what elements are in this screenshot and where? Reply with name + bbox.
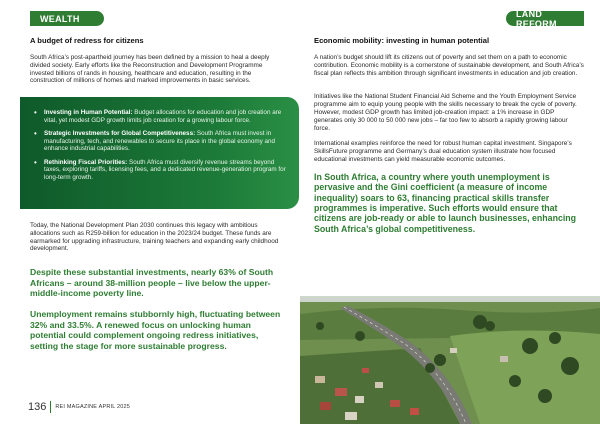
magazine-name: REI MAGAZINE APRIL 2025 [55,404,131,410]
key-point-title: Investing in Human Potential: [44,109,133,116]
key-point-text: Budget allocations for education and job creation are vital, yet modest GDP growth limits job creation for a growing labour force. [44,109,282,124]
left-heading: A budget of redress for citizens [30,36,144,45]
left-lower-content [30,222,282,361]
unemployment-pull-quote: Unemployment remains stubbornly high, fluctuating between 32% and 33.5%. A renewed focus on unlocking human potential could complement ongoing redress initiatives, setting the stage for more sustainable progress. [30,308,281,351]
section-tag-wealth: WEALTH [30,11,104,26]
left-column [30,30,282,93]
key-point-text: South Africa must diversify revenue streams beyond taxes, exploring tariffs, licensing fees, and a dedicated revenue-generation program for long-term growth. [44,158,286,181]
section-tag-land-reform: LAND REFORM [506,11,584,26]
right-column [314,30,584,234]
poverty-pull-quote: Despite these substantial investments, nearly 63% of South Africans – around 38-million people – live below the upper-middle-income poverty line. [30,267,274,299]
key-point [34,130,287,153]
key-point-title: Rethinking Fiscal Priorities: [44,158,128,166]
page-number: 136 [28,401,47,413]
left-intro: South Africa’s post-apartheid journey has been defined by a mission to heal a deeply divided society. Early efforts like the Reconstruction and Development Programme invested billions of rands in housing, healthcare and education, resulting in the construction of millions of homes and marked improvements in basic services. [30,54,270,85]
key-point-title: Strategic Investments for Global Competitiveness: [44,130,196,137]
key-point [34,159,287,182]
key-point [34,109,287,124]
landscape-image-icon [300,296,600,424]
right-paragraph-2: Initiatives like the National Student Financial Aid Scheme and the Youth Employment Service programme aim to equip young people with the skills necessary to break the cycle of poverty. However, modest GDP growth has limited job-creation impact: a 1% increase in GDP generates only 30 000 to 50 000 new jobs – far too few to absorb a rapidly growing labour force. [314,93,577,132]
footer-divider [50,401,51,413]
key-points-list [34,109,287,181]
key-point-text: South Africa must invest in manufacturing, tech, and renewables to secure its place in the global economy and enhance industrial capabilities. [44,130,276,152]
right-paragraph-3: International examples reinforce the need for robust human capital investment. Singapore’s SkillsFuture programme and Germany’s dual education system illustrate how focused educational investments can yield measurable economic outcomes. [314,140,572,163]
right-heading: Economic mobility: investing in human potential [314,36,490,45]
right-paragraph-1: A nation’s budget should lift its citizens out of poverty and set them on a path to economic contribution. Economic mobility is a cornerstone of sustainable development, and South Africa’s fiscal plan reflects this ambition through significant investments in education and job creation. [314,54,584,77]
gini-pull-quote: In South Africa, a country where youth unemployment is pervasive and the Gini coefficient (a measure of income inequality) soars to 63, financing practical skills transfer programmes is imperative. Such efforts would ensure that citizens are job-ready or able to launch businesses, enhancing South Africa’s global competitiveness. [314,171,577,234]
aerial-landscape-photo [300,296,600,424]
key-points-box [20,97,299,209]
page-footer [28,401,130,413]
ndp-paragraph: Today, the National Development Plan 2030 continues this legacy with ambitious allocations such as R259-billion for education in the 2023/24 budget. These funds are earmarked for upgrading infrastructure, training teachers and expanding early childhood development. [30,222,279,253]
